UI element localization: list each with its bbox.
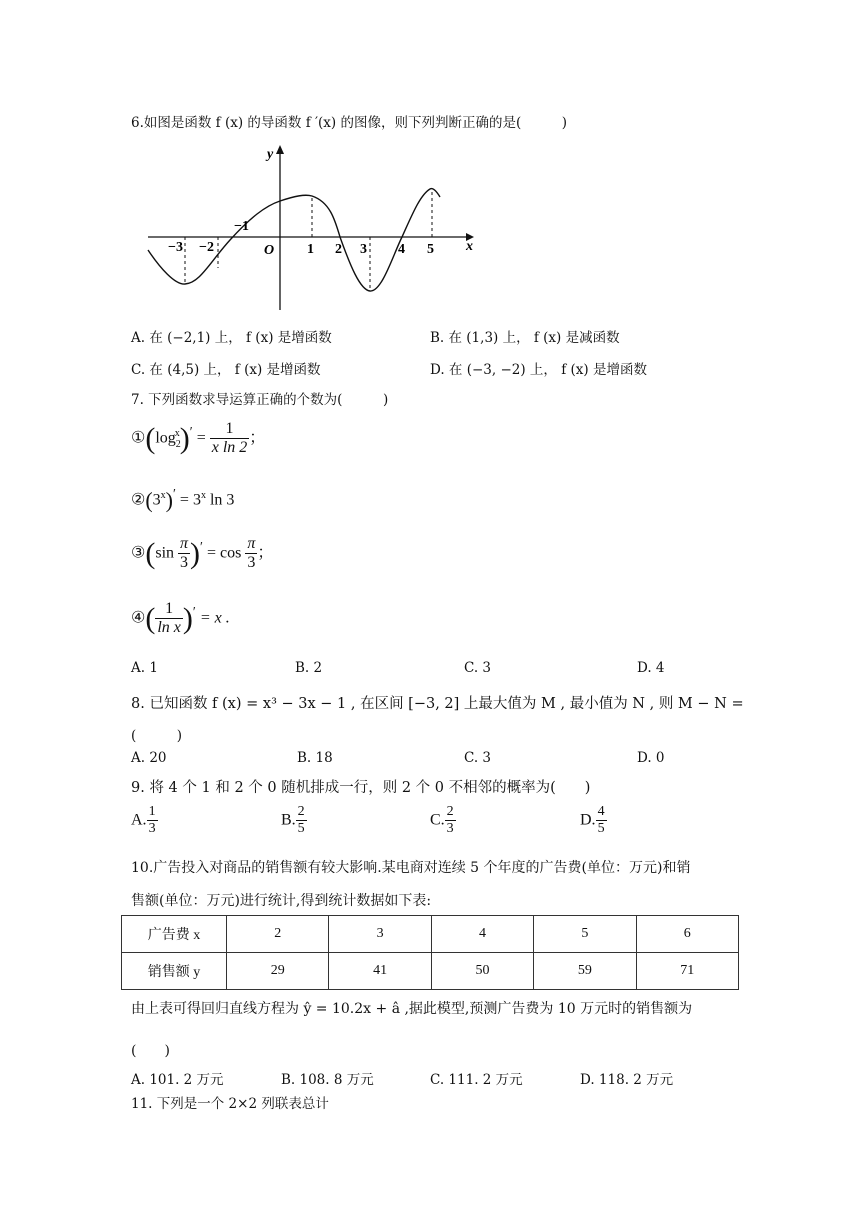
q8-stem: 8. 已知函数 f (x) = x³ − 3x − 1 , 在区间 [−3, 2] 上最大值为 M , 最小值为 N , 则 M − N = xyxy=(131,696,744,712)
q10-option-d[interactable]: D. 118. 2 万元 xyxy=(580,1072,674,1088)
q10-paren: ( ) xyxy=(131,1043,170,1059)
q9-option-b[interactable]: B. $\frac{2}{5}$ xyxy=(281,804,305,837)
q10-option-a[interactable]: A. 101. 2 万元 xyxy=(131,1072,224,1088)
tick-neg2: −2 xyxy=(199,240,214,255)
q7-item-1: $①(\log_2^x)'$ = $\frac{1}{\text{x ln 2}}$ ； xyxy=(131,420,266,457)
tick-3: 3 xyxy=(360,242,367,257)
table-cell: 6 xyxy=(636,916,738,953)
data-table xyxy=(121,915,739,990)
q6-option-a[interactable]: A. 在 (−2,1) 上， f (x) 是增函数 xyxy=(131,330,332,346)
tick-4: 4 xyxy=(398,242,405,257)
q7-stem: 7. 下列函数求导运算正确的个数为( ) xyxy=(131,392,389,408)
q7-item-3: ③(sin $\frac{\pi}{3}$ )′ = cos $\frac{\pi}{3}$ ； xyxy=(131,535,274,572)
table-cell: 2 xyxy=(227,916,329,953)
q8-option-c[interactable]: C. 3 xyxy=(464,750,492,766)
q8-option-b[interactable]: B. 18 xyxy=(297,750,333,766)
q8-paren: ( ) xyxy=(131,728,183,744)
q9-stem: 9. 将 4 个 1 和 2 个 0 随机排成一行，则 2 个 0 不相邻的概率为( ) xyxy=(131,780,591,796)
q10-option-c[interactable]: C. 111. 2 万元 xyxy=(430,1072,523,1088)
table-cell: 71 xyxy=(636,953,738,990)
q9-option-a[interactable]: A. $\frac{1}{3}$ xyxy=(131,804,156,837)
q7-option-d[interactable]: D. 4 xyxy=(637,660,665,676)
tick-neg3: −3 xyxy=(168,240,183,255)
table-cell: 4 xyxy=(431,916,533,953)
table-cell: 59 xyxy=(534,953,636,990)
q6-stem: 6.如图是函数 f (x) 的导函数 f ′(x) 的图像，则下列判断正确的是( ) xyxy=(131,115,568,131)
table-cell: 41 xyxy=(329,953,431,990)
q7-item-4: ④( $\frac{1}{\text{ln x}}$ )′ = x . xyxy=(131,600,230,637)
q7-option-b[interactable]: B. 2 xyxy=(295,660,323,676)
q11-stem: 11. 下列是一个 2×2 列联表总计 xyxy=(131,1096,329,1112)
q7-item-2: ②(3$^x$)′ = $3^x$ ln 3 xyxy=(131,486,235,513)
label-neg1: −1 xyxy=(234,219,249,234)
table-row xyxy=(122,953,739,990)
q8-option-a[interactable]: A. 20 xyxy=(131,750,167,766)
q10-line3: 由上表可得回归直线方程为 ŷ = 10.2x + â ,据此模型,预测广告费为 10 万元时的销售额为 xyxy=(131,1001,693,1017)
table-cell: 29 xyxy=(227,953,329,990)
q6-option-c[interactable]: C. 在 (4,5) 上， f (x) 是增函数 xyxy=(131,362,321,378)
tick-5: 5 xyxy=(427,242,434,257)
origin-label: O xyxy=(264,243,275,258)
q9-option-d[interactable]: D. $\frac{4}{5}$ xyxy=(580,804,605,837)
axis-label-x: x xyxy=(466,239,473,254)
q6-option-b[interactable]: B. 在 (1,3) 上， f (x) 是减函数 xyxy=(430,330,620,346)
q9-option-c[interactable]: C. $\frac{2}{3}$ xyxy=(430,804,454,837)
row-header-sales: 销售额 y xyxy=(122,953,227,990)
table-row xyxy=(122,916,739,953)
derivative-graph xyxy=(140,140,485,315)
row-header-ad: 广告费 x xyxy=(122,916,227,953)
q7-option-c[interactable]: C. 3 xyxy=(464,660,492,676)
curve xyxy=(148,189,440,291)
tick-2: 2 xyxy=(335,242,342,257)
table-cell: 3 xyxy=(329,916,431,953)
tick-1: 1 xyxy=(307,242,314,257)
table-cell: 50 xyxy=(431,953,533,990)
q6-option-d[interactable]: D. 在 (−3, −2) 上， f (x) 是增函数 xyxy=(430,362,647,378)
q10-line1: 10.广告投入对商品的销售额有较大影响.某电商对连续 5 个年度的广告费(单位：万元)和销 xyxy=(131,860,691,876)
axis-label-y: y xyxy=(267,147,274,162)
q7-option-a[interactable]: A. 1 xyxy=(131,660,158,676)
q10-line2: 售额(单位：万元)进行统计,得到统计数据如下表: xyxy=(131,893,432,909)
q10-option-b[interactable]: B. 108. 8 万元 xyxy=(281,1072,374,1088)
q8-option-d[interactable]: D. 0 xyxy=(637,750,665,766)
table-cell: 5 xyxy=(534,916,636,953)
